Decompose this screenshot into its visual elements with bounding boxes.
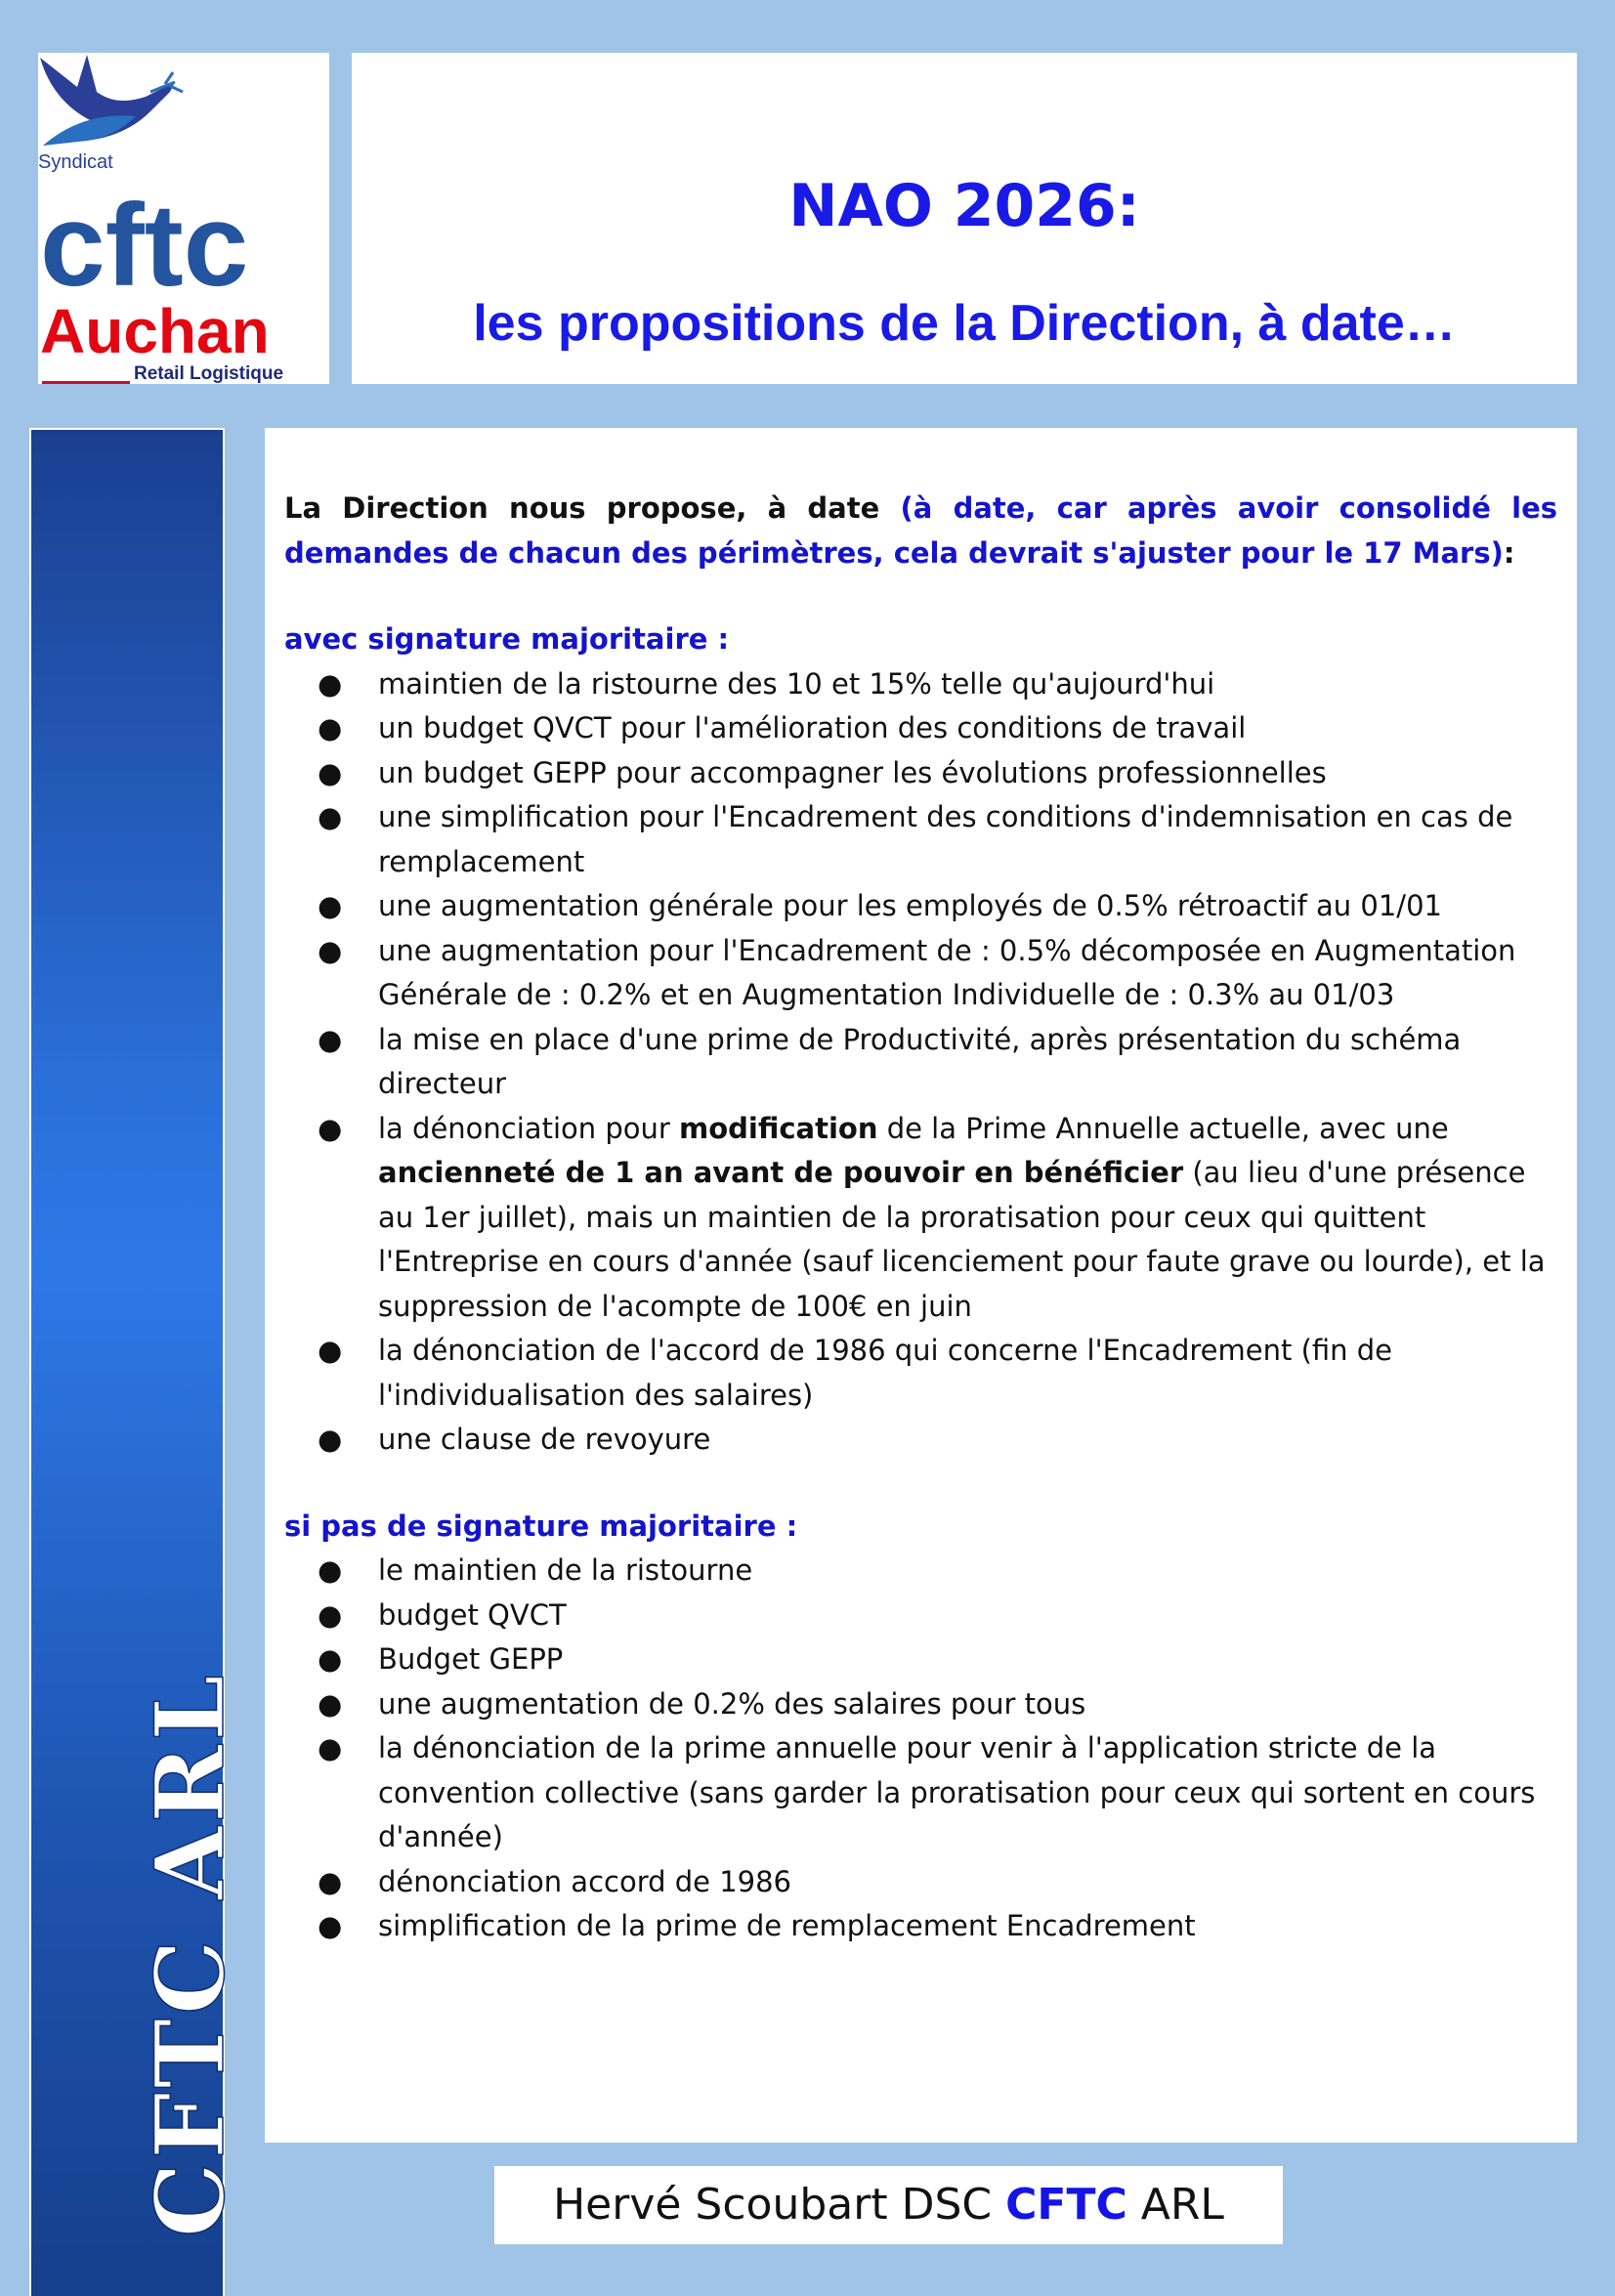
list-item bbox=[284, 1860, 1557, 1905]
list-item-text: budget QVCT bbox=[378, 1597, 567, 1632]
page-title: NAO 2026: bbox=[788, 172, 1140, 240]
bullet-icon: ● bbox=[318, 1731, 343, 1765]
list-with-signature bbox=[284, 662, 1557, 1463]
list-item-text: Budget GEPP bbox=[378, 1642, 564, 1676]
page-subtitle: les propositions de la Direction, à date… bbox=[473, 295, 1456, 352]
logo-cftc-text: cftc bbox=[40, 180, 249, 311]
bullet-icon: ● bbox=[318, 933, 343, 967]
bullet-icon: ● bbox=[318, 889, 343, 922]
list-item bbox=[284, 1107, 1557, 1330]
bold-text: ancienneté de 1 an avant de pouvoir en bénéficier bbox=[378, 1156, 1184, 1189]
intro-colon: : bbox=[1503, 535, 1515, 570]
signature-cftc: CFTC bbox=[1005, 2180, 1127, 2230]
bullet-icon: ● bbox=[318, 1864, 343, 1898]
section-heading-with-signature: avec signature majoritaire : bbox=[284, 622, 730, 656]
signature-box bbox=[494, 2166, 1283, 2244]
list-item bbox=[284, 1682, 1557, 1727]
bullet-icon: ● bbox=[318, 1111, 343, 1145]
list-item-text: le maintien de la ristourne bbox=[378, 1553, 753, 1587]
list-item-text: un budget QVCT pour l'amélioration des conditions de travail bbox=[378, 711, 1247, 744]
bullet-icon: ● bbox=[318, 666, 343, 701]
sidebar-vertical-text: CFTC ARL bbox=[135, 1671, 245, 2237]
list-item-text: de la Prime Annuelle actuelle, avec une bbox=[877, 1111, 1449, 1145]
list-item bbox=[284, 884, 1557, 929]
list-item bbox=[284, 662, 1557, 707]
section-heading-without-signature: si pas de signature majoritaire : bbox=[284, 1509, 798, 1543]
intro-parenthetical: (à date, car après avoir consolidé les demandes de chacun des périmètres, cela devrait s'ajuster pour le 17 Mars) bbox=[284, 491, 1557, 570]
intro-paragraph bbox=[284, 487, 1557, 575]
list-without-signature bbox=[284, 1549, 1557, 1949]
bold-text: modification bbox=[679, 1111, 878, 1145]
signature-name: Hervé Scoubart DSC bbox=[553, 2180, 1006, 2230]
list-item-text: un budget GEPP pour accompagner les évolutions professionnelles bbox=[378, 755, 1327, 789]
bullet-icon: ● bbox=[318, 1022, 343, 1056]
list-item bbox=[284, 1637, 1557, 1682]
logo-retail-text: Retail Logistique bbox=[134, 363, 284, 384]
list-item-text: la dénonciation de la prime annuelle pour venir à l'application stricte de la convention collective (sans garder la proratisation pour ceux qui sortent en cours d'année) bbox=[378, 1731, 1536, 1853]
list-item-text: la dénonciation de l'accord de 1986 qui concerne l'Encadrement (fin de l'individualisation des salaires) bbox=[378, 1334, 1393, 1412]
list-item bbox=[284, 795, 1557, 884]
bullet-icon: ● bbox=[318, 1642, 343, 1676]
title-box bbox=[352, 53, 1577, 384]
bullet-icon: ● bbox=[318, 800, 343, 833]
main-content-box bbox=[265, 428, 1577, 2143]
list-item bbox=[284, 1549, 1557, 1594]
list-item bbox=[284, 929, 1557, 1018]
list-item bbox=[284, 751, 1557, 796]
list-item bbox=[284, 1018, 1557, 1107]
list-item-text: (au lieu d'une présence au 1er juillet), mais un maintien de la proratisation pour ceux qui quittent l'Entreprise en cours d'année (sauf licenciement pour faute grave ou lourde), et la suppression de l'acompte de 100€ en juin bbox=[378, 1156, 1546, 1323]
list-item-text: maintien de la ristourne des 10 et 15% telle qu'aujourd'hui bbox=[378, 666, 1215, 701]
intro-lead: La Direction nous propose, à date bbox=[284, 491, 901, 525]
list-item bbox=[284, 1329, 1557, 1418]
dove-logo-icon bbox=[38, 53, 329, 384]
list-item-text: la dénonciation pour bbox=[378, 1111, 680, 1145]
list-item-text: une clause de revoyure bbox=[378, 1423, 711, 1456]
list-item-text: une augmentation générale pour les employés de 0.5% rétroactif au 01/01 bbox=[378, 889, 1442, 922]
bullet-icon: ● bbox=[318, 1553, 343, 1587]
cftc-auchan-logo bbox=[38, 53, 329, 384]
signature-arl: ARL bbox=[1126, 2180, 1224, 2230]
list-item-text: simplification de la prime de remplacement Encadrement bbox=[378, 1909, 1196, 1942]
bullet-icon: ● bbox=[318, 1597, 343, 1632]
bullet-icon: ● bbox=[318, 755, 343, 789]
bullet-icon: ● bbox=[318, 1686, 343, 1721]
bullet-icon: ● bbox=[318, 711, 343, 744]
list-item bbox=[284, 1418, 1557, 1463]
logo-auchan-text: Auchan bbox=[40, 296, 270, 366]
list-item-text: une simplification pour l'Encadrement des conditions d'indemnisation en cas de remplacement bbox=[378, 800, 1513, 878]
list-item-text: dénonciation accord de 1986 bbox=[378, 1864, 792, 1898]
logo-syndicat-text: Syndicat bbox=[38, 151, 113, 173]
list-item bbox=[284, 1594, 1557, 1638]
list-item-text: une augmentation pour l'Encadrement de : 0.5% décomposée en Augmentation Générale de : 0.2% et en Augmentation Individuelle de : 0.3% au 01/03 bbox=[378, 933, 1516, 1011]
list-item bbox=[284, 1904, 1557, 1949]
list-item-text: une augmentation de 0.2% des salaires pour tous bbox=[378, 1686, 1086, 1721]
bullet-icon: ● bbox=[318, 1909, 343, 1942]
list-item bbox=[284, 706, 1557, 751]
bullet-icon: ● bbox=[318, 1423, 343, 1456]
list-item-text: la mise en place d'une prime de Productivité, après présentation du schéma directeur bbox=[378, 1022, 1462, 1100]
bullet-icon: ● bbox=[318, 1334, 343, 1367]
list-item bbox=[284, 1726, 1557, 1860]
